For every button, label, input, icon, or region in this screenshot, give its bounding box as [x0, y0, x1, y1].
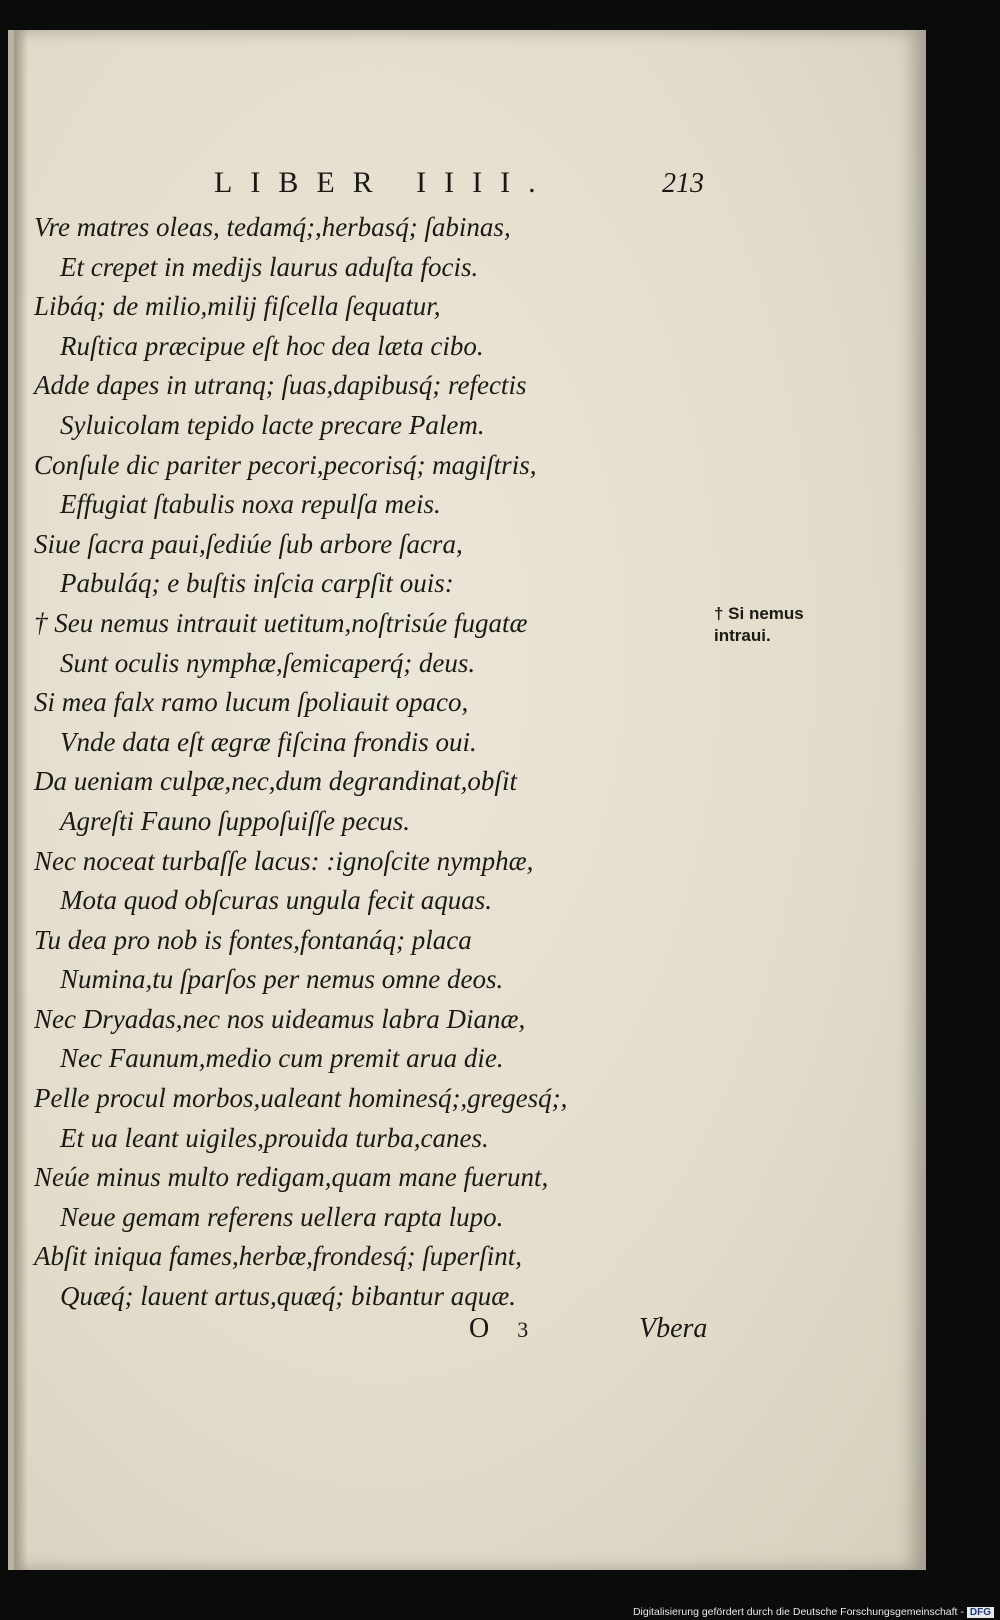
verse-line: Ruſtica præcipue eſt hoc dea læta cibo. — [60, 330, 484, 361]
verse-line: Conſule dic pariter pecori,pecorisq́; magiſtris, — [34, 449, 537, 480]
verse-line: Siue ſacra paui,ſediúe ſub arbore ſacra, — [34, 528, 463, 559]
marginal-note — [714, 603, 834, 647]
signature-number: 3 — [517, 1317, 529, 1342]
verse-line: Effugiat ſtabulis noxa repulſa meis. — [60, 489, 441, 520]
verse-line: Si mea falx ramo lucum ſpoliauit opaco, — [34, 687, 469, 718]
verse-line: Da ueniam culpæ,nec,dum degrandinat,obſit — [34, 766, 517, 797]
verse-line: Neue gemam referens uellera rapta lupo. — [60, 1201, 504, 1232]
verse-line: Neúe minus multo redigam,quam mane fuerunt, — [34, 1162, 549, 1193]
verse-line: Nec Faunum,medio cum premit arua die. — [60, 1043, 504, 1074]
verse-line: Nec noceat turbaſſe lacus: :ignoſcite nymphæ, — [34, 845, 534, 876]
signature-mark — [469, 1313, 528, 1345]
page-gutter-shadow — [14, 30, 28, 1570]
verse-line: Syluicolam tepido lacte precare Palem. — [60, 409, 485, 440]
verse-line: Libáq; de milio,milij fiſcella ſequatur, — [34, 291, 441, 322]
verse-line: Et ua leant uigiles,prouida turba,canes. — [60, 1122, 489, 1153]
verse-line: Pelle procul morbos,ualeant hominesq́;,gregesq́;, — [34, 1083, 568, 1114]
verse-line: † Seu nemus intrauit uetitum,noſtrisúe fugatæ — [34, 607, 528, 638]
marginal-note-line-1: † Si nemus — [714, 604, 804, 623]
verse-line: Agreſti Fauno ſuppoſuiſſe pecus. — [60, 805, 410, 836]
verse-line: Pabuláq; e buſtis inſcia carpſit ouis: — [60, 568, 454, 599]
footer-credit: Digitalisierung gefördert durch die Deutsche Forschungsgemeinschaft - — [632, 1606, 964, 1618]
verse-line: Quæq́; lauent artus,quæq́; bibantur aquæ. — [60, 1281, 517, 1312]
verse-line: Adde dapes in utranq; ſuas,dapibusq́; refectis — [34, 370, 527, 401]
verse-line: Et crepet in medijs laurus aduſta focis. — [60, 251, 479, 282]
digitization-footer — [633, 1606, 994, 1618]
verse-line: Abſit iniqua fames,herbæ,frondesq́; ſuperſint, — [34, 1241, 522, 1272]
verse-line: Sunt oculis nymphæ,ſemicaperq́; deus. — [60, 647, 476, 678]
marginal-note-line-2: intraui. — [714, 626, 771, 645]
dfg-logo: DFG — [967, 1607, 994, 1618]
book-page — [8, 30, 926, 1570]
folio-number: 213 — [662, 168, 704, 199]
verse-line: Numina,tu ſparſos per nemus omne deos. — [60, 964, 504, 995]
verse-line: Nec Dryadas,nec nos uideamus labra Dianæ, — [34, 1003, 526, 1034]
verse-line: Vnde data eſt ægræ fiſcina frondis oui. — [60, 726, 477, 757]
signature-letter: O — [469, 1313, 490, 1344]
running-title: LIBER IIII. — [214, 166, 554, 199]
verse-line: Tu dea pro nob is fontes,fontanáq; placa — [34, 924, 472, 955]
verse-line: Mota quod obſcuras ungula fecit aquas. — [60, 885, 492, 916]
verse-line: Vre matres oleas, tedamq́;,herbasq́; ſabinas, — [34, 212, 511, 242]
verse-list — [34, 208, 674, 1317]
catchword: Vbera — [639, 1313, 708, 1344]
